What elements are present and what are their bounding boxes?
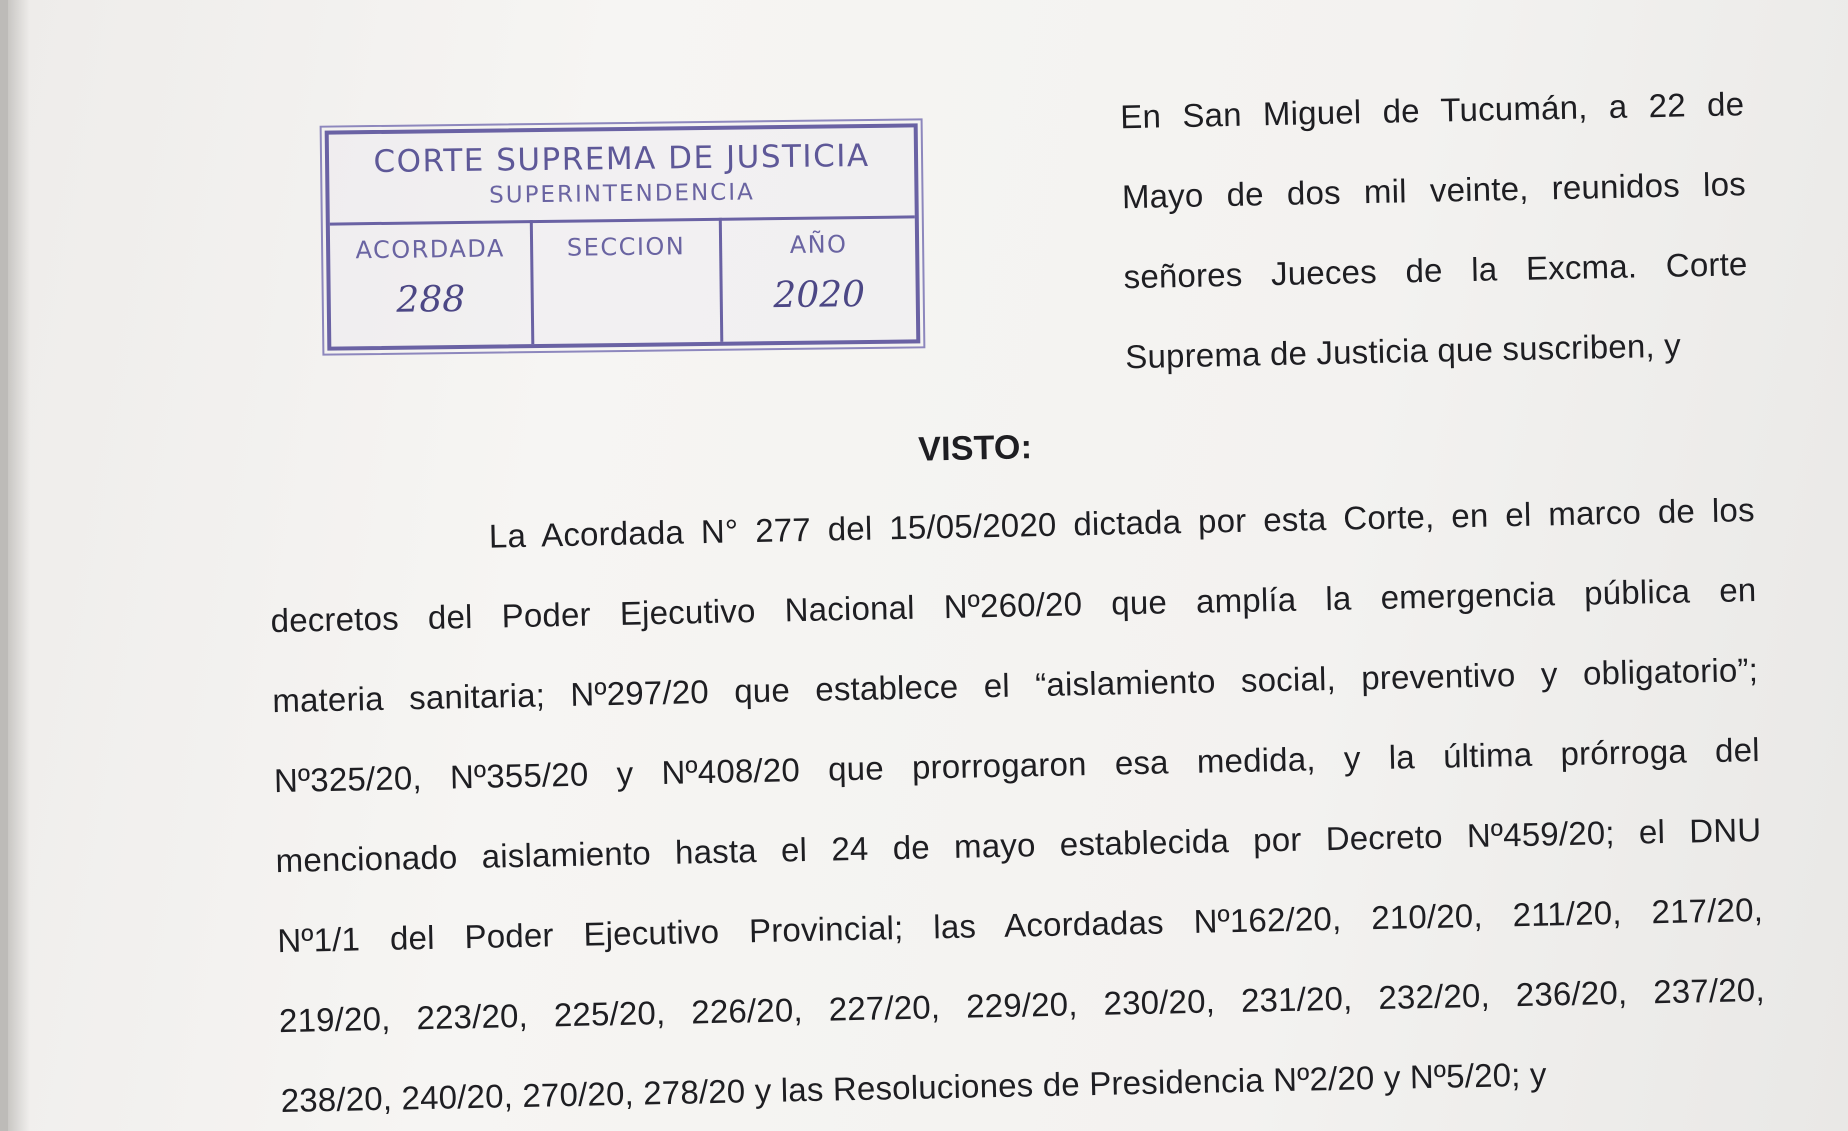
body-line-2: decretos del Poder Ejecutivo Nacional Nº260/20 que amplía la emergencia pública en [270,571,1757,640]
body-line-5: mencionado aislamiento hasta el 24 de mayo establecida por Decreto Nº459/20; el DNU [275,811,1762,880]
body-line-8: 238/20, 240/20, 270/20, 278/20 y las Resoluciones de Presidencia Nº2/20 y Nº5/20; y [280,1055,1548,1120]
body-line-7: 219/20, 223/20, 225/20, 226/20, 227/20, 229/20, 230/20, 231/20, 232/20, 236/20, 237/20, [278,970,1766,1040]
body-line-1: La Acordada N° 277 del 15/05/2020 dictada por esta Corte, en el marco de los [488,491,1756,555]
stamp-value-ano: 2020 [773,274,866,317]
stamp-subtitle: SUPERINTENDENCIA [489,179,755,209]
body-line-3: materia sanitaria; Nº297/20 que establece el “aislamiento social, preventivo y obligatorio”; [271,651,1759,720]
intro-line-1: En San Miguel de Tucumán, a 22 de [1119,85,1745,136]
section-heading: VISTO: [917,428,1033,469]
body-line-4: Nº325/20, Nº355/20 y Nº408/20 que prorrogaron esa medida, y la última prórroga del [273,731,1761,800]
document-page [8,0,1848,1131]
stamp-label-seccion: SECCION [566,232,686,262]
stamp-label-acordada: ACORDADA [355,234,505,265]
stamp-title: CORTE SUPREMA DE JUSTICIA [373,137,870,181]
stamp-value-acordada: 288 [396,278,466,321]
document-text [8,0,1848,1131]
body-line-6: Nº1/1 del Poder Ejecutivo Provincial; las Acordadas Nº162/20, 210/20, 211/20, 217/20, [276,890,1764,960]
intro-line-2: Mayo de dos mil veinte, reunidos los [1121,165,1747,216]
intro-line-4: Suprema de Justicia que suscriben, y [1124,326,1682,376]
intro-line-3: señores Jueces de la Excma. Corte [1123,245,1748,296]
stamp-label-ano: AÑO [789,230,848,259]
